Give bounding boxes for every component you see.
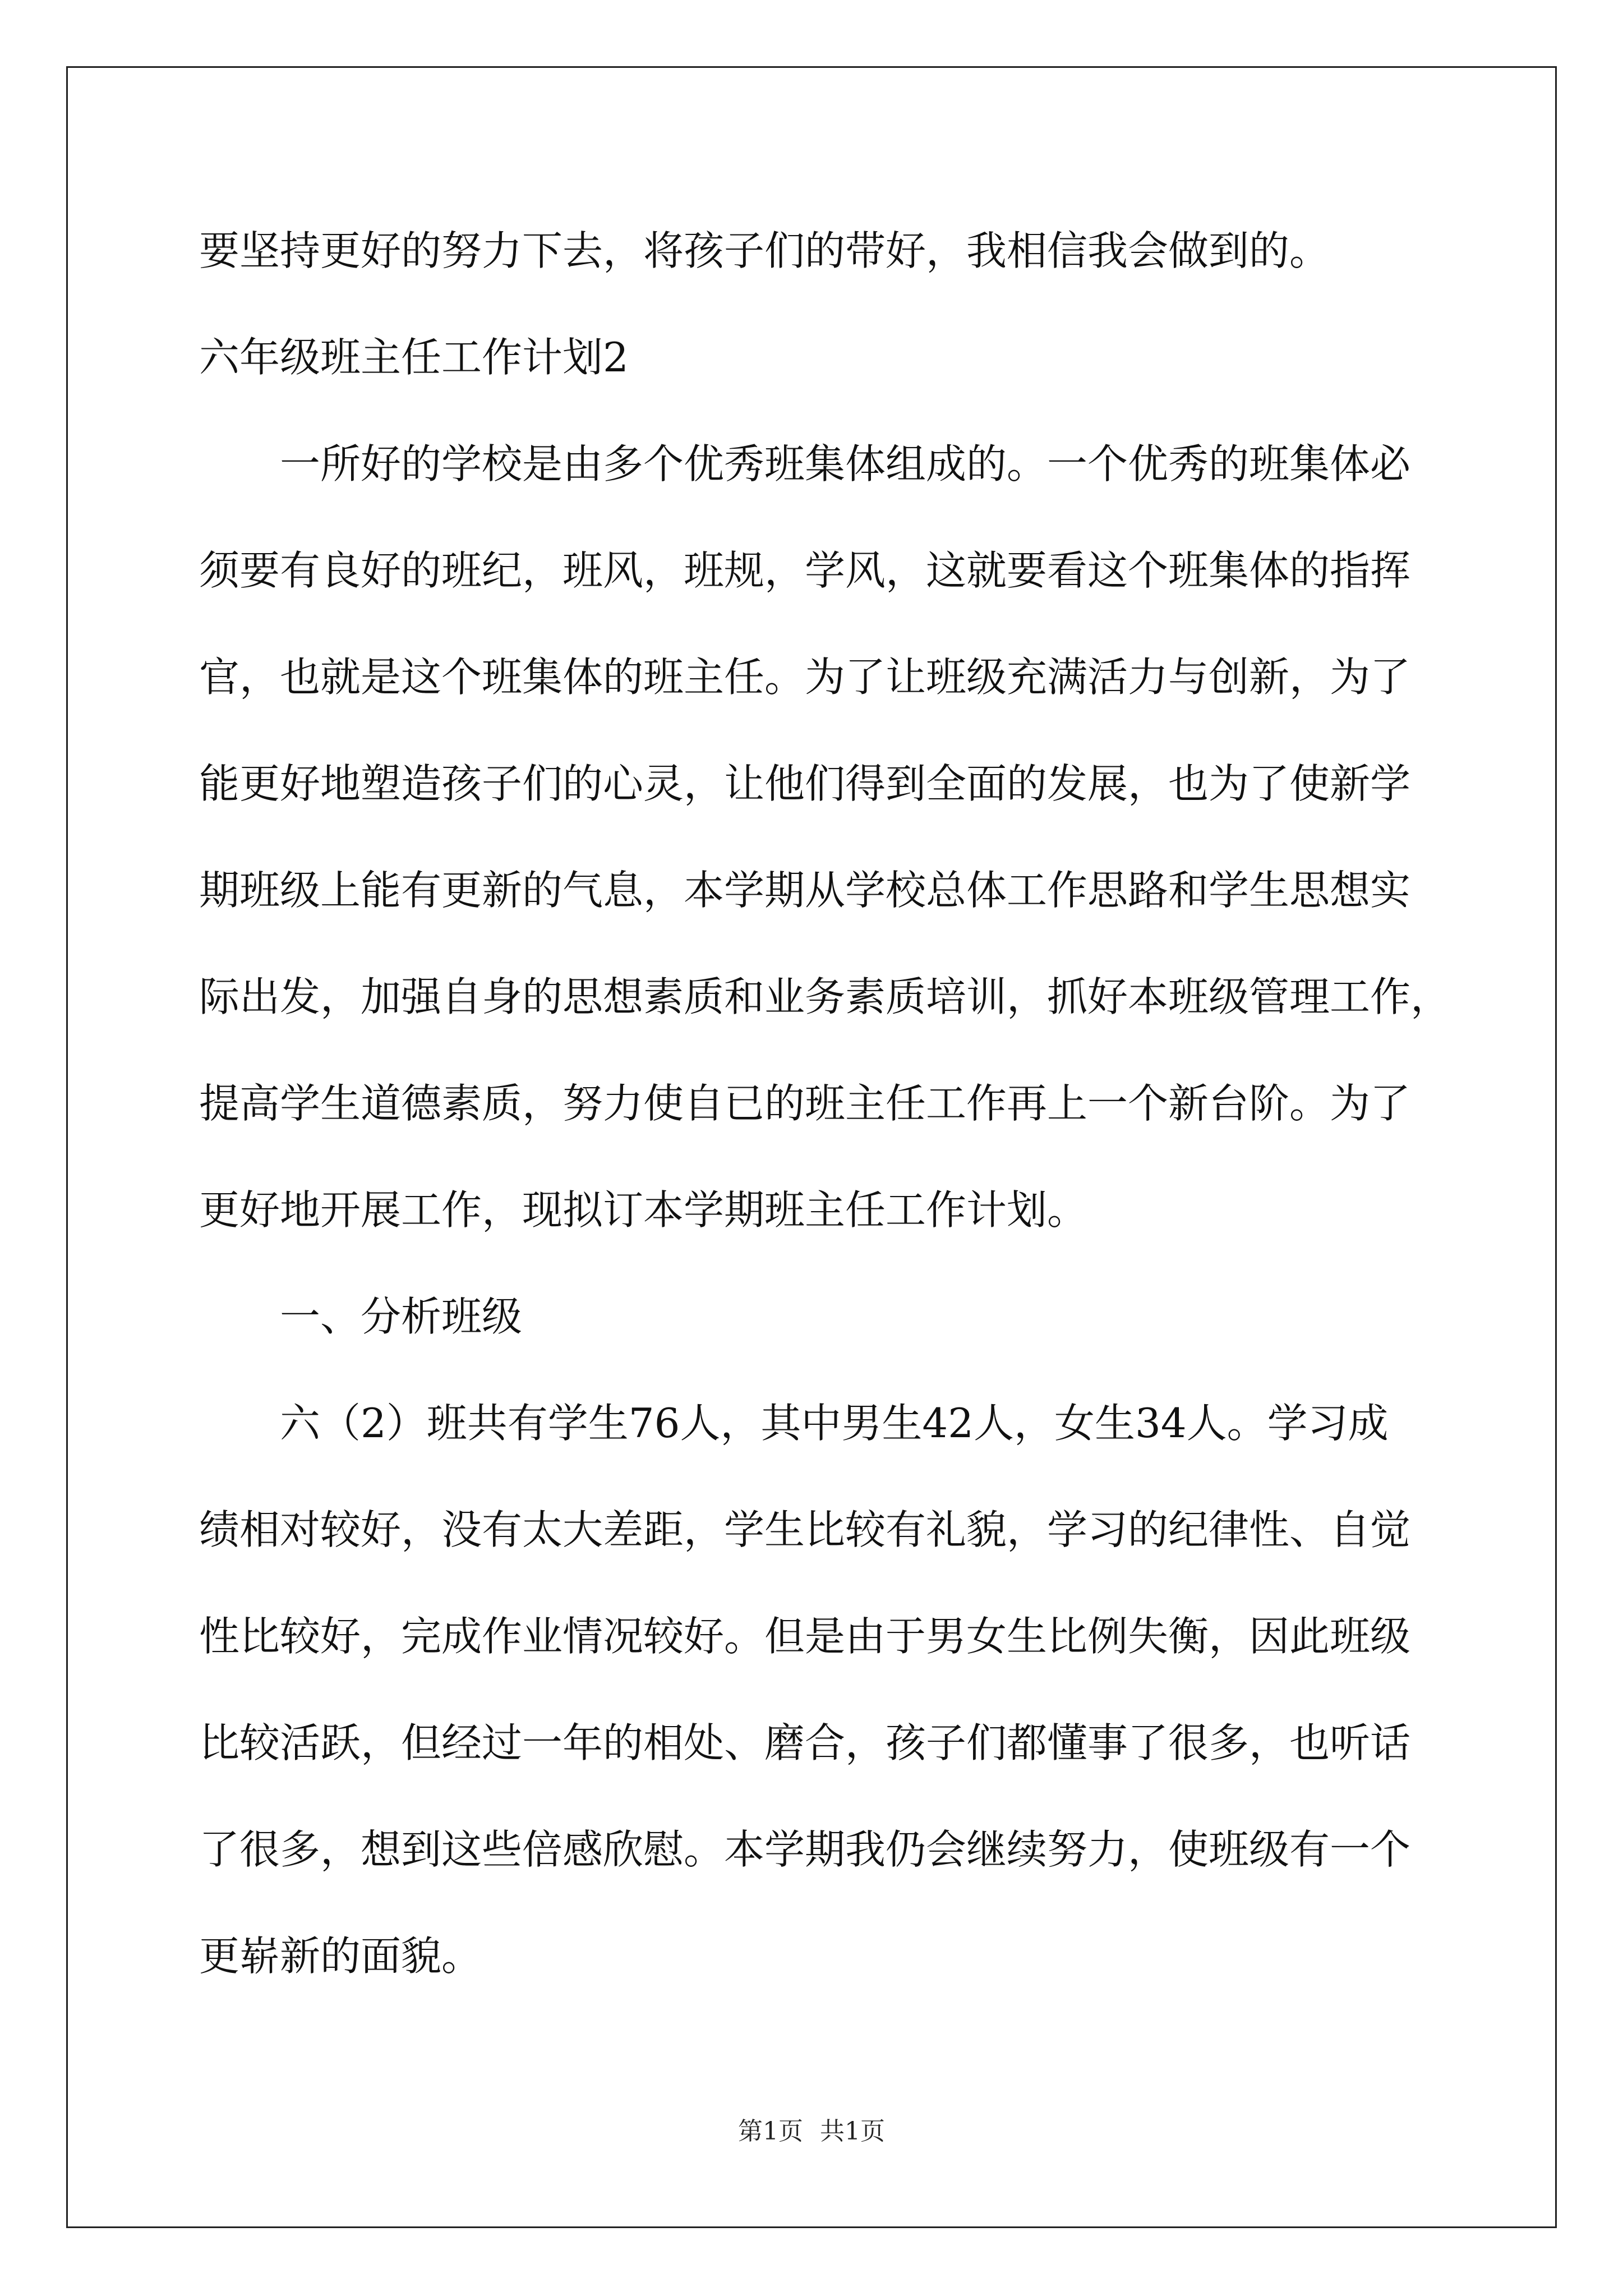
page-number: 第1页 (738, 2117, 803, 2146)
text-line: 须要有良好的班纪，班风，班规，学风，这就要看这个班集体的指挥 (199, 547, 1411, 594)
page-footer (0, 2115, 1623, 2148)
text-line: 提高学生道德素质，努力使自已的班主任工作再上一个新台阶。为了 (199, 1080, 1411, 1127)
text-line: 能更好地塑造孩子们的心灵，让他们得到全面的发展，也为了使新学 (199, 760, 1411, 807)
text-line: 要坚持更好的努力下去，将孩子们的带好，我相信我会做到的。 (199, 227, 1330, 274)
text-line: 际出发，加强自身的思想素质和业务素质培训，抓好本班级管理工作， (199, 973, 1451, 1020)
text-line: 官，也就是这个班集体的班主任。为了让班级充满活力与创新，为了 (199, 654, 1411, 701)
text-line: 比较活跃，但经过一年的相处、磨合，孩子们都懂事了很多，也听话 (199, 1719, 1411, 1766)
section-title: 六年级班主任工作计划2 (199, 334, 629, 381)
text-line: 更好地开展工作，现拟订本学期班主任工作计划。 (199, 1186, 1088, 1234)
page-total: 共1页 (820, 2117, 885, 2146)
text-line: 期班级上能有更新的气息，本学期从学校总体工作思路和学生思想实 (199, 867, 1411, 914)
document-body (199, 209, 1451, 2021)
text-line: 一所好的学校是由多个优秀班集体组成的。一个优秀的班集体必 (280, 440, 1411, 487)
text-line: 性比较好，完成作业情况较好。但是由于男女生比例失衡，因此班级 (199, 1613, 1411, 1660)
text-line: 了很多，想到这些倍感欣慰。本学期我仍会继续努力，使班级有一个 (199, 1826, 1411, 1873)
text-line: 绩相对较好，没有太大差距，学生比较有礼貌，学习的纪律性、自觉 (199, 1506, 1411, 1553)
text-line: 更崭新的面貌。 (199, 1932, 482, 1980)
subsection-heading: 一、分析班级 (280, 1293, 523, 1340)
text-line: 六（2）班共有学生76人，其中男生42人，女生34人。学习成 (280, 1400, 1389, 1447)
